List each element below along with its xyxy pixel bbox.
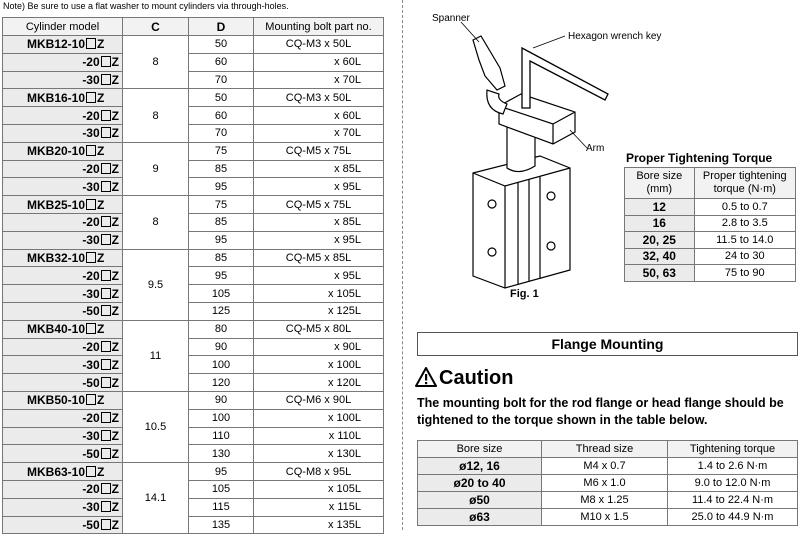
bore-size: 16 [625,215,695,232]
header-c: C [123,18,189,36]
table-row [3,391,384,409]
model-suffix: Z [97,37,105,52]
dimension-d: 70 [189,124,254,142]
model-suffix: Z [111,268,119,283]
model-suffix: Z [111,375,119,390]
table-row [3,160,384,178]
placeholder-box-icon [101,430,111,441]
table-row [625,265,796,282]
model-suffix: Z [97,90,105,105]
bolt-part-no: x 60L [254,53,384,71]
bolt-part-no: CQ-M5 x 75L [254,142,384,160]
bolt-part-no: x 100L [254,409,384,427]
model-suffix: Z [97,322,105,337]
label-arm: Arm [586,143,605,154]
figure-caption: Fig. 1 [510,288,539,300]
caution-heading [415,367,513,390]
placeholder-box-icon [86,199,96,210]
cylinder-model [3,160,123,178]
cylinder-model [3,213,123,231]
model-suffix: Z [111,482,119,497]
dimension-c: 8 [123,36,189,89]
table-row [418,492,798,509]
model-suffix: Z [97,464,105,479]
table-row [3,285,384,303]
placeholder-box-icon [86,92,96,103]
bore-size: 32, 40 [625,248,695,265]
dimension-c: 9.5 [123,249,189,320]
placeholder-box-icon [86,145,96,156]
bore-size: 20, 25 [625,232,695,249]
dimension-c: 11 [123,320,189,391]
bolt-part-no: x 90L [254,338,384,356]
table-row [3,480,384,498]
model-prefix: -30 [82,233,100,248]
table-row [3,338,384,356]
placeholder-box-icon [101,127,111,138]
table-row [3,498,384,516]
table-row [418,458,798,475]
header-proper-torque: Proper tightening torque (N·m) [694,168,795,199]
bolt-part-no: x 110L [254,427,384,445]
model-suffix: Z [111,286,119,301]
tightening-torque: 11.4 to 22.4 N·m [668,492,798,509]
torque-value: 11.5 to 14.0 [694,232,795,249]
dimension-d: 125 [189,302,254,320]
model-suffix: Z [111,233,119,248]
caution-text: The mounting bolt for the rod flange or head flange should be tightened to the torque shown in the table below. [417,396,784,427]
bolt-part-no: CQ-M3 x 50L [254,89,384,107]
placeholder-box-icon [101,181,111,192]
model-suffix: Z [111,179,119,194]
placeholder-box-icon [101,483,111,494]
table-row [418,509,798,526]
table-row [3,445,384,463]
table-row [625,215,796,232]
cylinder-model [3,89,123,107]
placeholder-box-icon [101,288,111,299]
model-prefix: -30 [82,500,100,515]
table-row [3,249,384,267]
model-suffix: Z [111,357,119,372]
model-prefix: -30 [82,72,100,87]
table-row [3,374,384,392]
flange-header-row [418,441,798,458]
placeholder-box-icon [101,519,111,530]
cylinder-model [3,107,123,125]
cylinder-model [3,302,123,320]
header-thread-size: Thread size [542,441,668,458]
dimension-d: 50 [189,89,254,107]
placeholder-box-icon [86,252,96,263]
table-row [3,89,384,107]
placeholder-box-icon [101,448,111,459]
cylinder-model [3,249,123,267]
model-prefix: -50 [82,446,100,461]
model-prefix: MKB25-10 [27,197,86,212]
thread-size: M8 x 1.25 [542,492,668,509]
model-suffix: Z [97,144,105,159]
model-suffix: Z [97,197,105,212]
dimension-d: 60 [189,107,254,125]
model-suffix: Z [97,250,105,265]
dimension-c: 14.1 [123,463,189,534]
table-row [625,199,796,216]
header-bore-size: Bore size (mm) [625,168,695,199]
header-bolt-part: Mounting bolt part no. [254,18,384,36]
dimension-d: 85 [189,213,254,231]
thread-size: M10 x 1.5 [542,509,668,526]
model-prefix: -20 [82,161,100,176]
header-flange-bore: Bore size [418,441,542,458]
table-row [418,475,798,492]
placeholder-box-icon [101,270,111,281]
dimension-d: 100 [189,356,254,374]
model-prefix: -20 [82,482,100,497]
dimension-d: 90 [189,338,254,356]
bore-size: 12 [625,199,695,216]
cylinder-model [3,320,123,338]
model-prefix: -20 [82,411,100,426]
torque-title: Proper Tightening Torque [626,151,773,165]
placeholder-box-icon [86,323,96,334]
cylinder-model [3,53,123,71]
table-row [3,178,384,196]
dimension-d: 100 [189,409,254,427]
cylinder-model [3,36,123,54]
flange-torque-table [417,440,798,526]
bolt-part-no: x 125L [254,302,384,320]
placeholder-box-icon [101,305,111,316]
cylinder-model [3,196,123,214]
flange-mounting-title: Flange Mounting [417,332,798,356]
torque-header-row [625,168,796,199]
bolt-part-no: x 70L [254,124,384,142]
tightening-torque: 9.0 to 12.0 N·m [668,475,798,492]
model-suffix: Z [111,304,119,319]
table-row [3,427,384,445]
model-prefix: MKB12-10 [27,37,86,52]
cylinder-model [3,267,123,285]
bolt-part-no: x 60L [254,107,384,125]
torque-value: 24 to 30 [694,248,795,265]
model-prefix: -20 [82,268,100,283]
model-prefix: -30 [82,286,100,301]
model-prefix: MKB32-10 [27,250,86,265]
model-prefix: -30 [82,126,100,141]
table-row [625,248,796,265]
placeholder-box-icon [101,110,111,121]
model-prefix: -30 [82,179,100,194]
bolt-part-no: CQ-M3 x 50L [254,36,384,54]
cylinder-model [3,516,123,534]
bolt-part-no: x 105L [254,285,384,303]
table-row [3,53,384,71]
thread-size: M6 x 1.0 [542,475,668,492]
placeholder-box-icon [101,359,111,370]
bolt-part-no: x 135L [254,516,384,534]
tightening-torque: 25.0 to 44.9 N·m [668,509,798,526]
dimension-d: 105 [189,480,254,498]
dimension-d: 120 [189,374,254,392]
model-prefix: -50 [82,375,100,390]
dimension-d: 135 [189,516,254,534]
model-suffix: Z [111,108,119,123]
bolt-part-no: CQ-M5 x 80L [254,320,384,338]
bolt-part-no: x 120L [254,374,384,392]
table-row [3,463,384,481]
placeholder-box-icon [101,163,111,174]
model-suffix: Z [97,393,105,408]
model-suffix: Z [111,55,119,70]
table-row [3,124,384,142]
model-prefix: MKB16-10 [27,90,86,105]
dimension-d: 130 [189,445,254,463]
table-row [3,36,384,54]
cylinder-model [3,71,123,89]
dimension-d: 115 [189,498,254,516]
bolt-part-no: x 130L [254,445,384,463]
dimension-d: 75 [189,142,254,160]
flange-bore: ø20 to 40 [418,475,542,492]
dimension-d: 85 [189,249,254,267]
flange-bore: ø12, 16 [418,458,542,475]
dimension-d: 75 [189,196,254,214]
placeholder-box-icon [86,466,96,477]
cylinder-model [3,338,123,356]
cylinder-model [3,285,123,303]
bore-size: 50, 63 [625,265,695,282]
model-suffix: Z [111,500,119,515]
table-row [3,516,384,534]
dimension-d: 80 [189,320,254,338]
bolt-part-no: x 70L [254,71,384,89]
dimension-d: 95 [189,267,254,285]
dimension-d: 70 [189,71,254,89]
bolt-part-no: x 85L [254,160,384,178]
placeholder-box-icon [101,56,111,67]
dimension-c: 9 [123,142,189,195]
table-row [3,213,384,231]
spanner-tool [473,36,507,114]
model-prefix: -30 [82,357,100,372]
table-row [3,320,384,338]
model-prefix: -30 [82,428,100,443]
flange-bore: ø63 [418,509,542,526]
header-tightening-torque: Tightening torque [668,441,798,458]
label-spanner: Spanner [432,13,470,24]
bolt-part-no: x 95L [254,231,384,249]
placeholder-box-icon [101,412,111,423]
header-cylinder-model: Cylinder model [3,18,123,36]
cylinder-model [3,142,123,160]
table-row [3,196,384,214]
dimension-d: 95 [189,178,254,196]
warning-icon [415,367,437,387]
dimension-c: 8 [123,89,189,142]
thread-size: M4 x 0.7 [542,458,668,475]
mounting-note: Note) Be sure to use a flat washer to mount cylinders via through-holes. [3,1,289,11]
cylinder-model [3,445,123,463]
cylinder-model [3,480,123,498]
placeholder-box-icon [101,377,111,388]
dimension-d: 95 [189,463,254,481]
model-suffix: Z [111,161,119,176]
placeholder-box-icon [101,74,111,85]
table-row [3,142,384,160]
cylinder-model [3,409,123,427]
cylinder-bolt-table [2,17,384,534]
model-prefix: -20 [82,108,100,123]
table-row [3,231,384,249]
cylinder-body [473,156,570,288]
model-prefix: -20 [82,215,100,230]
torque-value: 75 to 90 [694,265,795,282]
cylinder-model [3,178,123,196]
placeholder-box-icon [101,501,111,512]
model-prefix: MKB40-10 [27,322,86,337]
model-suffix: Z [111,411,119,426]
torque-value: 2.8 to 3.5 [694,215,795,232]
bolt-part-no: x 115L [254,498,384,516]
model-prefix: -20 [82,55,100,70]
label-hexagon-wrench-key: Hexagon wrench key [568,31,662,42]
placeholder-box-icon [86,394,96,405]
dimension-d: 110 [189,427,254,445]
model-suffix: Z [111,126,119,141]
torque-value: 0.5 to 0.7 [694,199,795,216]
placeholder-box-icon [101,341,111,352]
dimension-d: 95 [189,231,254,249]
table-row [625,232,796,249]
caution-label: Caution [439,367,514,389]
bolt-part-no: CQ-M5 x 85L [254,249,384,267]
bolt-part-no: x 95L [254,178,384,196]
bolt-part-no: x 95L [254,267,384,285]
model-suffix: Z [111,215,119,230]
model-suffix: Z [111,339,119,354]
flange-bore: ø50 [418,492,542,509]
placeholder-box-icon [101,234,111,245]
tightening-torque: 1.4 to 2.6 N·m [668,458,798,475]
model-suffix: Z [111,517,119,532]
dimension-d: 90 [189,391,254,409]
model-prefix: -20 [82,339,100,354]
cylinder-model [3,124,123,142]
header-d: D [189,18,254,36]
bolt-part-no: x 105L [254,480,384,498]
cylinder-model [3,231,123,249]
model-prefix: -50 [82,304,100,319]
placeholder-box-icon [101,216,111,227]
dimension-c: 10.5 [123,391,189,462]
bolt-part-no: CQ-M6 x 90L [254,391,384,409]
dimension-d: 85 [189,160,254,178]
bolt-part-no: CQ-M5 x 75L [254,196,384,214]
table-row [3,267,384,285]
table-header-row [3,18,384,36]
table-row [3,356,384,374]
dimension-d: 60 [189,53,254,71]
table-row [3,71,384,89]
model-prefix: MKB20-10 [27,144,86,159]
model-suffix: Z [111,72,119,87]
bolt-part-no: CQ-M8 x 95L [254,463,384,481]
table-row [3,302,384,320]
column-divider [402,0,403,530]
bolt-part-no: x 85L [254,213,384,231]
model-suffix: Z [111,428,119,443]
table-row [3,107,384,125]
cylinder-model [3,391,123,409]
cylinder-model [3,356,123,374]
dimension-d: 105 [189,285,254,303]
model-prefix: MKB63-10 [27,464,86,479]
model-prefix: MKB50-10 [27,393,86,408]
dimension-d: 50 [189,36,254,54]
cylinder-model [3,427,123,445]
torque-table [624,167,796,282]
model-suffix: Z [111,446,119,461]
cylinder-model [3,374,123,392]
cylinder-model [3,498,123,516]
bolt-part-no: x 100L [254,356,384,374]
placeholder-box-icon [86,38,96,49]
dimension-c: 8 [123,196,189,249]
table-row [3,409,384,427]
model-prefix: -50 [82,517,100,532]
cylinder-model [3,463,123,481]
